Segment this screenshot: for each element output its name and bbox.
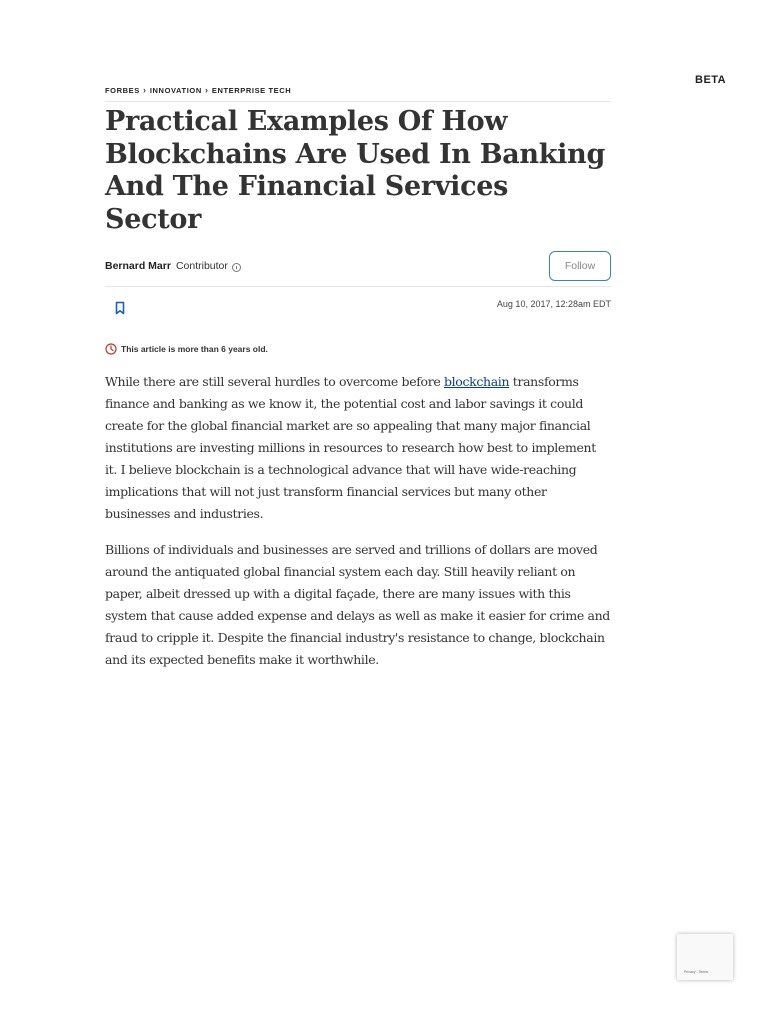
chevron-right-icon: ›: [143, 85, 147, 95]
breadcrumb: [105, 84, 611, 96]
bookmark-icon[interactable]: [113, 301, 127, 315]
beta-badge: BETA: [695, 74, 727, 86]
blockchain-link[interactable]: blockchain: [444, 374, 510, 389]
author-name-link[interactable]: Bernard Marr: [105, 260, 171, 272]
divider: [105, 101, 611, 102]
follow-button[interactable]: Follow: [549, 251, 611, 281]
info-icon[interactable]: [232, 263, 241, 272]
breadcrumb-innovation[interactable]: INNOVATION: [149, 85, 202, 95]
article-title: Practical Examples Of How Blockchains Are Used In Banking And The Financial Services Sector: [105, 106, 606, 235]
author-info: [105, 260, 241, 272]
publish-date: Aug 10, 2017, 12:28am EDT: [496, 299, 611, 309]
recaptcha-badge[interactable]: [677, 934, 733, 980]
paragraph: Billions of individuals and businesses are served and trillions of dollars are moved around the antiquated global financial system each day. Still heavily reliant on paper, albeit dressed up with a digital façade, there are many issues with this system that cause added expense and delays as well as make it easier for crime and fraud to cripple it. Despite the financial industry's resistance to change, blockchain and its expected benefits make it worthwhile.: [105, 542, 610, 667]
article-body: [105, 371, 611, 671]
recaptcha-links[interactable]: Privacy - Terms: [684, 970, 709, 974]
author-role: Contributor: [175, 260, 228, 272]
breadcrumb-enterprise-tech[interactable]: ENTERPRISE TECH: [211, 85, 292, 95]
breadcrumb-forbes[interactable]: FORBES: [105, 85, 140, 95]
article: [105, 84, 611, 685]
article-age-notice: [105, 343, 611, 355]
paragraph-text: While there are still several hurdles to overcome before: [105, 374, 444, 389]
chevron-right-icon: ›: [205, 85, 209, 95]
age-notice-text: This article is more than 6 years old.: [121, 344, 268, 354]
paragraph-text: transforms finance and banking as we know it, the potential cost and labor savings it could create for the global financial market are so appealing that many major financial institutions are investing millions in resources to research how best to implement it. I believe blockchain is a technological advance that will have wide-reaching implications that will not just transform financial services but many other businesses and industries.: [105, 374, 596, 521]
divider: [105, 286, 611, 287]
clock-icon: [105, 343, 117, 355]
byline: [105, 250, 611, 282]
meta-row: [105, 299, 611, 329]
paragraph: [105, 371, 611, 525]
